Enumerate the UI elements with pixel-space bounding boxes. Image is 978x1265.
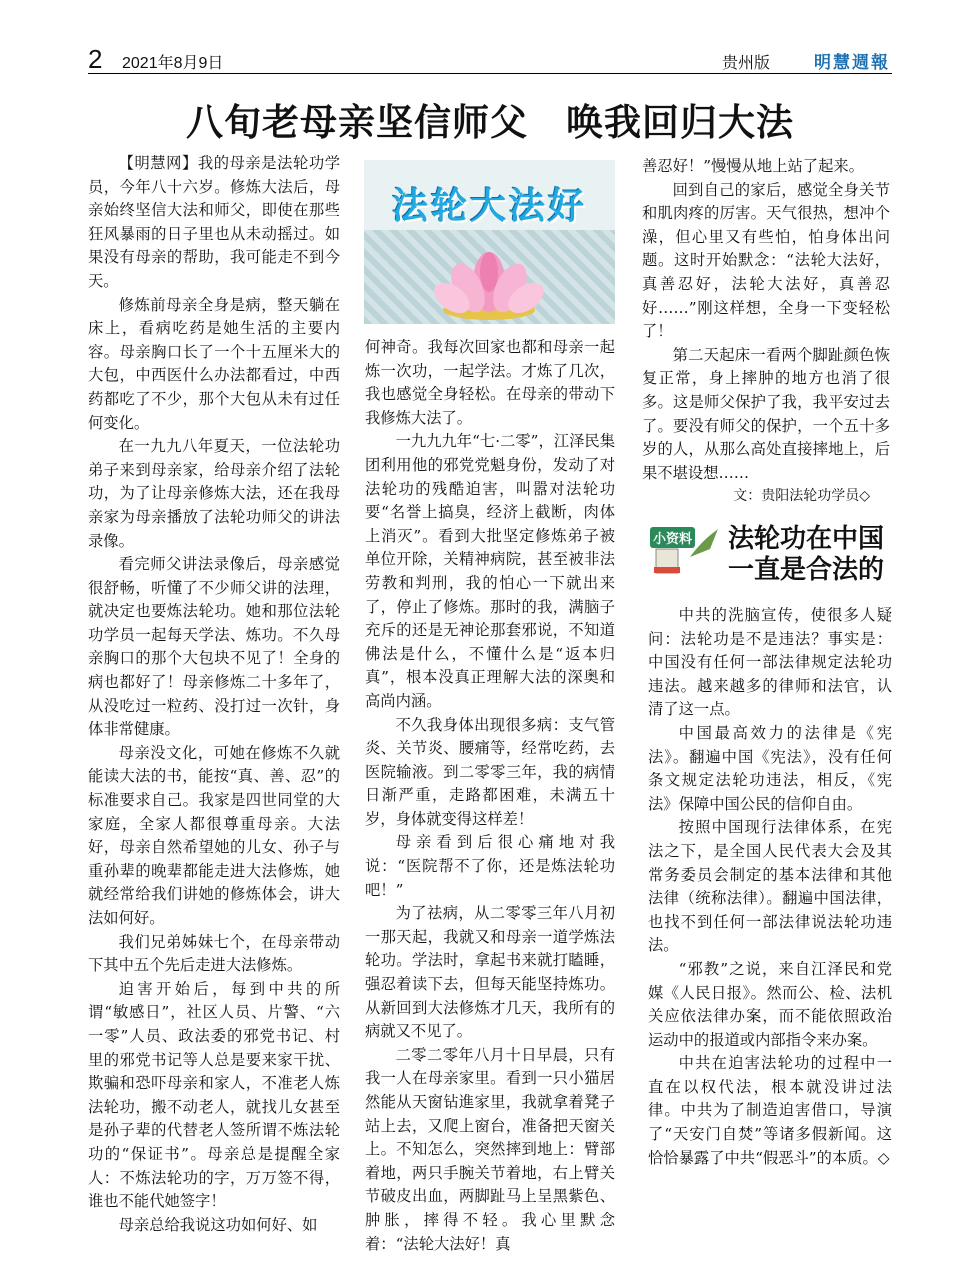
lotus-flower-icon [364,160,615,324]
paragraph: 不久我身体出现很多病：支气管炎、关节炎、腰痛等，经常吃药，去医院输液。到二零零三年，我的病情日渐严重，走路都困难，未满五十岁，身体就变得这样差！ [365,715,615,828]
paragraph: 母亲总给我说这功如何好、如 [118,1215,318,1234]
paragraph: 我们兄弟姊妹七个，在母亲带动下其中五个先后走进大法修炼。 [88,932,340,975]
brand-logo: 明慧週報 [814,53,890,73]
banner-text: 法轮大法好 [391,186,587,227]
paragraph: 中国最高效力的法律是《宪法》。翻遍中国《宪法》，没有任何条文规定法轮功违法，相反，《宪法》保障中国公民的信仰自由。 [648,723,892,813]
sidebar-title-line: 一直是合法的 [728,555,885,585]
sidebar-title-line: 法轮功在中国 [728,524,885,554]
sidebar-title [728,524,898,586]
page-number: 2 [88,44,103,74]
article-column-1 [88,152,340,1237]
paragraph: 按照中国现行法律体系，在宪法之下，是全国人民代表大会及其常务委员会制定的基本法律和其他法律（统称法律）。翻遍中国法律，也找不到任何一部法律说法轮功违法。 [648,818,892,955]
paragraph: 【明慧网】我的母亲是法轮功学员，今年八十六岁。修炼大法后，母亲始终坚信大法和师父，即使在那些狂风暴雨的日子里也从未动摇过。如果没有母亲的帮助，我可能走不到今天。 [88,154,340,290]
paragraph: 在一九九八年夏天，一位法轮功弟子来到母亲家，给母亲介绍了法轮功，为了让母亲修炼大法，还在我母亲家为母亲播放了法轮功师父的讲法录像。 [88,437,340,550]
paragraph: 回到自己的家后，感觉全身关节和肌肉疼的厉害。天气很热，想冲个澡，但心里又有些怕，怕身体出问题。这时开始默念：“法轮大法好，真善忍好，法轮大法好，真善忍好……”刚这样想，全身一下变轻松了！ [642,180,890,341]
page-header [88,44,892,74]
paragraph: 二零二零年八月十日早晨，只有我一人在母亲家里。看到一只小猫居然能从天窗钻進家里，我就拿着凳子站上去，又爬上窗台，准备把天窗关上。不知怎么，突然摔到地上：臂部着地，两只手腕关节着地，右上臂关节破皮出血，两脚趾马上呈黑紫色、肿胀，摔得不轻。我心里默念着：“法轮大法好！真 [365,1045,615,1253]
paragraph: 修炼前母亲全身是病，整天躺在床上，看病吃药是她生活的主要内容。母亲胸口长了一个十五厘米大的大包，中西医什么办法都看过，中西药都吃了不少，那个大包从未有过任何变化。 [88,295,340,432]
paragraph: 善忍好！”慢慢从地上站了起来。 [642,157,864,175]
paragraph: 一九九九年“七·二零”，江泽民集团利用他的邪党党魁身份，发动了对法轮功的残酷迫害，叫嚣对法轮功要“名誉上搞臭，经济上截断，肉体上消灭”。看到大批坚定修炼弟子被单位开除，关精神病院，甚至被非法劳教和判刑，我的怕心一下就出来了，停止了修炼。那时的我，满脑子充斥的还是无神论那套邪说，不知道佛法是什么，不懂什么是“返本归真”，根本没真正理解大法的深奥和高尚内涵。 [365,432,615,710]
issue-date: 2021年8月9日 [122,55,224,72]
falun-dafa-banner-image [364,160,615,324]
article-title: 八旬老母亲坚信师父 唤我回归大法 [186,101,794,144]
sidebar-body [648,604,892,1170]
article-column-3 [642,155,890,509]
paragraph: 母亲看到后很心痛地对我说：“医院帮不了你，还是炼法轮功吧！” [365,833,615,899]
info-tag-label: 小资料 [650,527,695,548]
header-rule [88,73,892,74]
paragraph: 第二天起床一看两个脚趾颜色恢复正常，身上摔肿的地方也消了很多。这是师父保护了我，我平安过去了。要没有师父的保护，一个五十多岁的人，从那么高处直接摔地上，后果不堪设想…… [642,345,890,482]
article-signature: 文：贵阳法轮功学员◇ [733,488,870,505]
paragraph: 中共在迫害法轮功的过程中一直在以权代法，根本就没讲过法律。中共为了制造迫害借口，导演了“天安门自焚”等诸多假新闻。这恰恰暴露了中共“假恶斗”的本质。◇ [648,1054,892,1167]
paragraph: 中共的洗脑宣传，使很多人疑问：法轮功是不是违法？事实是：中国没有任何一部法律规定法轮功违法。越来越多的律师和法官，认清了这一点。 [648,606,892,719]
article-column-2 [365,336,615,1256]
info-tag [650,527,720,557]
edition-label: 贵州版 [721,53,770,72]
paragraph: 迫害开始后，每到中共的所谓“敏感日”，社区人员、片警、“六一零”人员、政法委的邪党书记、村里的邪党书记等人总是要来家干扰、欺骗和恐吓母亲和家人，不准老人炼法轮功，搬不动老人，就找儿女甚至是孙子辈的代替老人签所谓不炼法轮功的“保证书”。母亲总是提醒全家人：不炼法轮功的字，万万签不得，谁也不能代她签字！ [88,979,340,1211]
paragraph: 何神奇。我每次回家也都和母亲一起炼一次功，一起学法。才炼了几次，我也感觉全身轻松。在母亲的带动下我修炼大法了。 [365,338,615,427]
paragraph: 母亲没文化，可她在修炼不久就能读大法的书，能按“真、善、忍”的标准要求自己。我家是四世同堂的大家庭，全家人都很尊重母亲。大法好，母亲自然希望她的儿女、孙子与重孙辈的晚辈都能走进大法修炼，她就经常给我们讲她的修炼体会，讲大法如何好。 [88,743,340,927]
paragraph: 为了祛病，从二零零三年八月初一那天起，我就又和母亲一道学炼法轮功。学法时，拿起书来就打瞌睡，强忍着读下去，但每天能坚持炼功。从新回到大法修炼才几天，我所有的病就又不见了。 [365,904,615,1041]
paragraph: “邪教”之说，来自江泽民和党媒《人民日报》。然而公、检、法机关应依法律办案，而不能依照政治运动中的报道或内部指令来办案。 [648,959,892,1049]
paragraph: 看完师父讲法录像后，母亲感觉很舒畅，听懂了不少师父讲的法理，就决定也要炼法轮功。她和那位法轮功学员一起每天学法、炼功。不久母亲胸口的那个大包块不见了！全身的病也都好了！母亲修炼二十多年了，从没吃过一粒药、没打过一次针，身体非常健康。 [88,555,340,739]
